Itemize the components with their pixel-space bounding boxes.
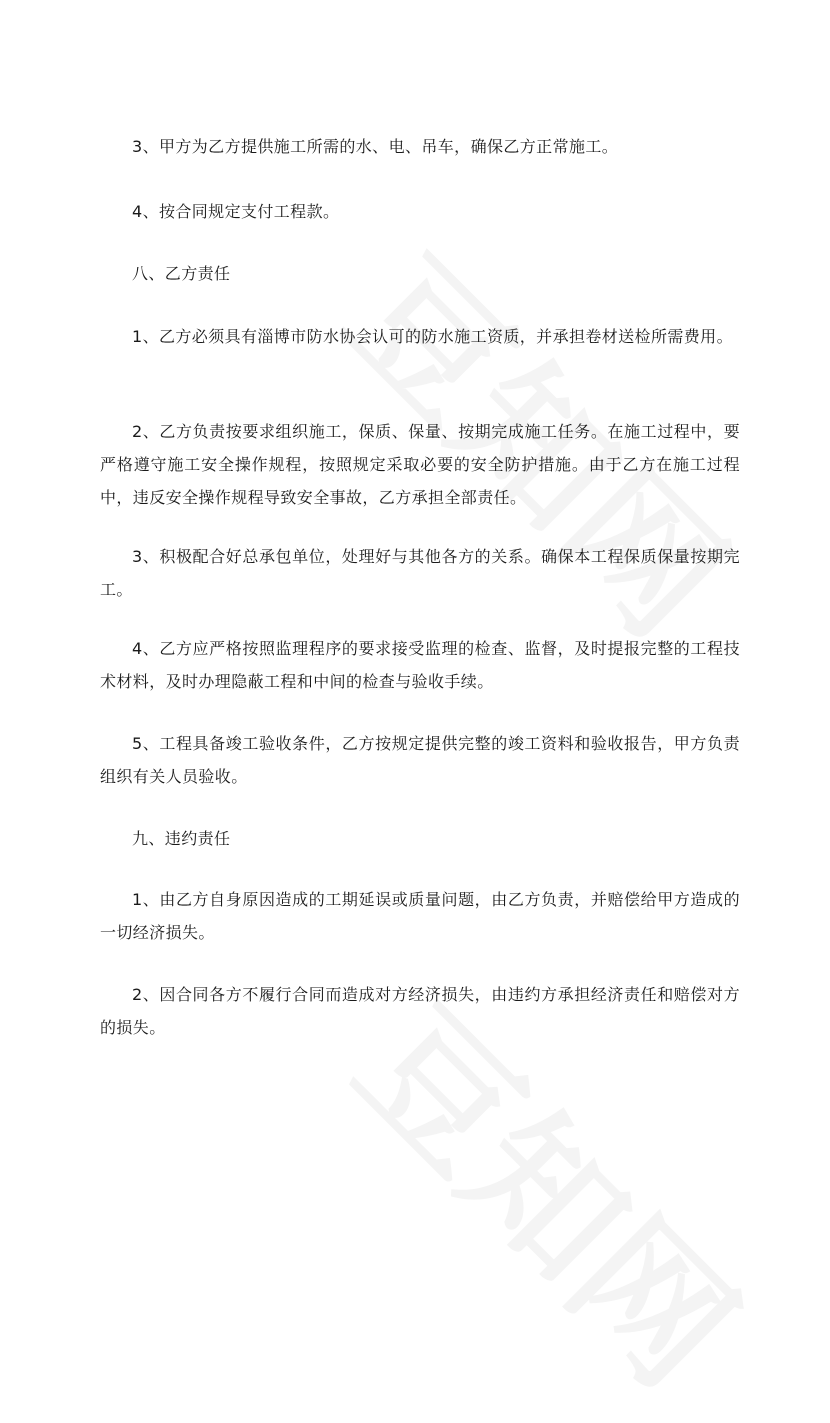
- paragraph-b2: 2、乙方负责按要求组织施工，保质、保量、按期完成施工任务。在施工过程中，要严格遵守施工安全操作规程，按照规定采取必要的安全防护措施。由于乙方在施工过程中，违反安全操作规程导致安全事故，乙方承担全部责任。: [100, 422, 740, 507]
- paragraph-c1: 1、由乙方自身原因造成的工期延误或质量问题，由乙方负责，并赔偿给甲方造成的一切经济损失。: [100, 890, 740, 942]
- section-heading-8: 八、乙方责任: [132, 264, 231, 283]
- paragraph-b1: 1、乙方必须具有淄博市防水协会认可的防水施工资质，并承担卷材送检所需费用。: [132, 327, 733, 346]
- paragraph-b3: 3、积极配合好总承包单位，处理好与其他各方的关系。确保本工程保质保量按期完工。: [100, 547, 740, 599]
- section-heading-9: 九、违约责任: [132, 829, 231, 848]
- paragraph-b5: 5、工程具备竣工验收条件，乙方按规定提供完整的竣工资料和验收报告，甲方负责组织有关人员验收。: [100, 734, 740, 786]
- paragraph-a4: 4、按合同规定支付工程款。: [132, 202, 340, 221]
- paragraph-a3: 3、甲方为乙方提供施工所需的水、电、吊车，确保乙方正常施工。: [132, 137, 619, 156]
- paragraph-c2: 2、因合同各方不履行合同而造成对方经济损失，由违约方承担经济责任和赔偿对方的损失。: [100, 985, 740, 1037]
- paragraph-b4: 4、乙方应严格按照监理程序的要求接受监理的检查、监督，及时提报完整的工程技术材料，及时办理隐蔽工程和中间的检查与验收手续。: [100, 639, 740, 691]
